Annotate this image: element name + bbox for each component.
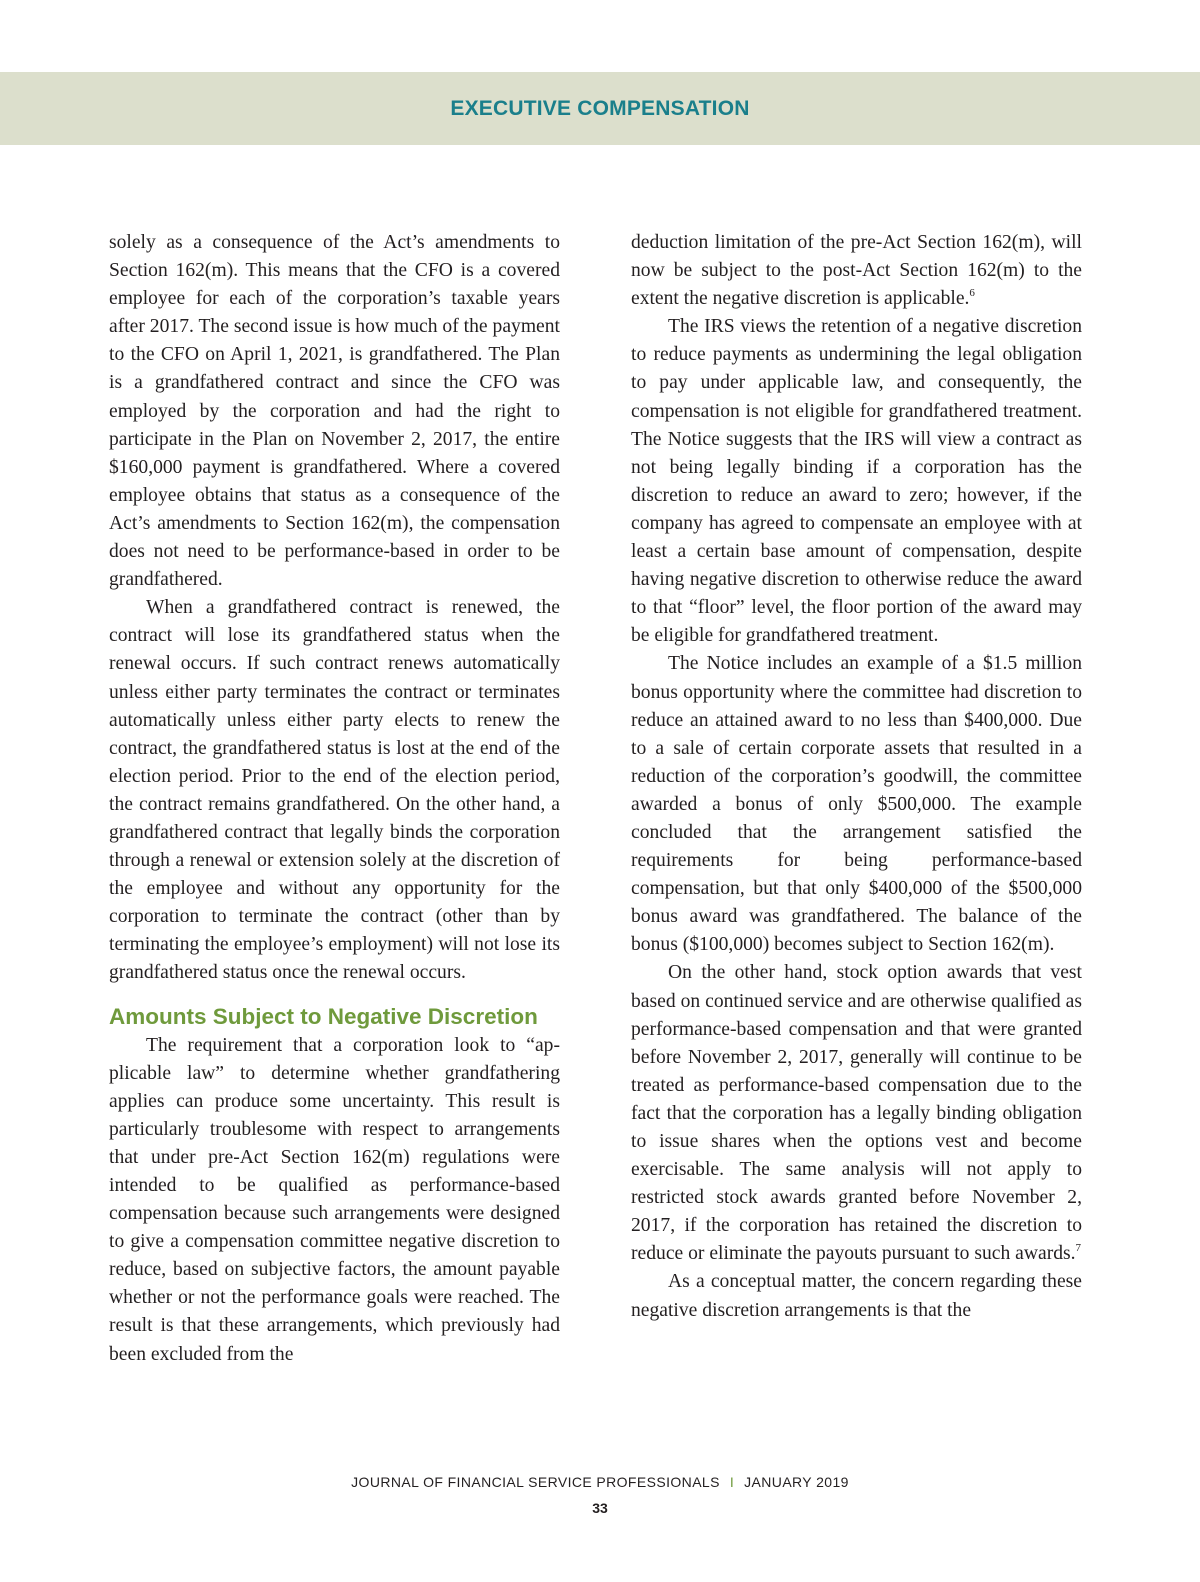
body-paragraph: The requirement that a corporation look to “applicable law” to determine whether grandfathering applies can produce some uncertainty. This result is particularly troublesome with respect to arrangements that under pre-Act Section 162(m) regulations were intended to be qualified as performance-based compensation because such arrangements were designed to give a compensation committee negative discretion to reduce, based on subjective factors, the amount payable whether or not the performance goals were reached. The result is that these arrangements, which previously had been excluded from the	[109, 1034, 560, 1365]
left-column	[109, 229, 560, 1369]
body-paragraph: The Notice includes an example of a $1.5 million bonus opportunity where the committee had discretion to reduce an attained award to no less than $400,000. Due to a sale of certain corporate assets that resulted in a reduction of the corporation’s goodwill, the committee awarded a bonus of only $500,000. The example concluded that the arrangement satisfied the requirements for being performance-based compensation, but that only $400,000 of the $500,000 bonus award was grandfathered. The balance of the bonus ($100,000) becomes subject to Section 162(m).	[631, 653, 1082, 956]
page-number: 33	[592, 1500, 608, 1516]
body-paragraph: solely as a consequence of the Act’s amendments to Section 162(m). This means that the CFO is a covered employee for each of the corporation’s taxable years after 2017. The second issue is how much of the payment to the CFO on April 1, 2021, is grandfathered. The Plan is a grandfathered contract and since the CFO was employed by the corporation and had the right to participate in the Plan on November 2, 2017, the entire $160,000 payment is grandfathered. Where a covered employee obtains that status as a consequence of the Act’s amendments to Section 162(m), the compensation does not need to be performance-based in order to be grandfathered.	[109, 232, 560, 591]
journal-name: JOURNAL OF FINANCIAL SERVICE PROFESSIONALS	[351, 1474, 720, 1490]
body-paragraph: When a grandfathered contract is renewed, the contract will lose its grandfathered status when the renewal occurs. If such contract renews automatically unless either party terminates the contract or terminates automatically unless either party elects to renew the contract, the grandfathered status is lost at the end of the election period. Prior to the end of the election period, the contract remains grandfathered. On the other hand, a grandfathered contract that legally binds the corporation through a renewal or extension solely at the discretion of the employee and without any opportunity for the corporation to terminate the contract (other than by terminating the employee’s employment) will not lose its grandfathered status once the renewal occurs.	[109, 597, 560, 984]
section-heading: Amounts Subject to Negative Discretion	[109, 1003, 538, 1029]
footer-separator: I	[729, 1474, 735, 1490]
body-paragraph: The IRS views the retention of a negative discretion to reduce payments as undermining the legal obligation to pay under applicable law, and consequently, the compensation is not eligible for grandfathered treatment. The Notice suggests that the IRS will view a contract as not being legally binding if a corporation has the discretion to reduce an award to zero; however, if the company has agreed to compensate an employee with at least a certain base amount of compensation, despite having negative discretion to otherwise reduce the award to that “floor” level, the floor portion of the award may be eligible for grandfathered treatment.	[631, 316, 1082, 647]
paragraph-text: deduction limitation of the pre-Act Section 162(m), will now be subject to the post-Act Section 162(m) to the extent the negative discretion is applicable.	[631, 232, 1082, 310]
right-column	[631, 229, 1082, 1325]
paragraph-text: On the other hand, stock option awards that vest based on continued service and are otherwise qualified as performance-based compensation and that were granted before November 2, 2017, generally will continue to be treated as performance-based compensation due to the fact that the corporation has a legally binding obligation to issue shares when the options vest and become exercisable. The same analysis will not apply to restricted stock awards granted before November 2, 2017, if the corporation has retained the discretion to reduce or eliminate the payouts pursuant to such awards.	[631, 962, 1082, 1265]
body-paragraph: As a conceptual matter, the concern regarding these negative discretion arrangements is that the	[631, 1271, 1082, 1321]
section-header-band	[0, 72, 1200, 145]
section-title: EXECUTIVE COMPENSATION	[450, 97, 750, 120]
footnote-marker: 6	[969, 287, 975, 300]
footnote-marker: 7	[1075, 1242, 1082, 1255]
page-footer	[0, 1474, 1200, 1490]
issue-date: JANUARY 2019	[744, 1474, 849, 1490]
body-paragraph	[631, 229, 1082, 313]
body-paragraph	[631, 959, 1082, 1268]
